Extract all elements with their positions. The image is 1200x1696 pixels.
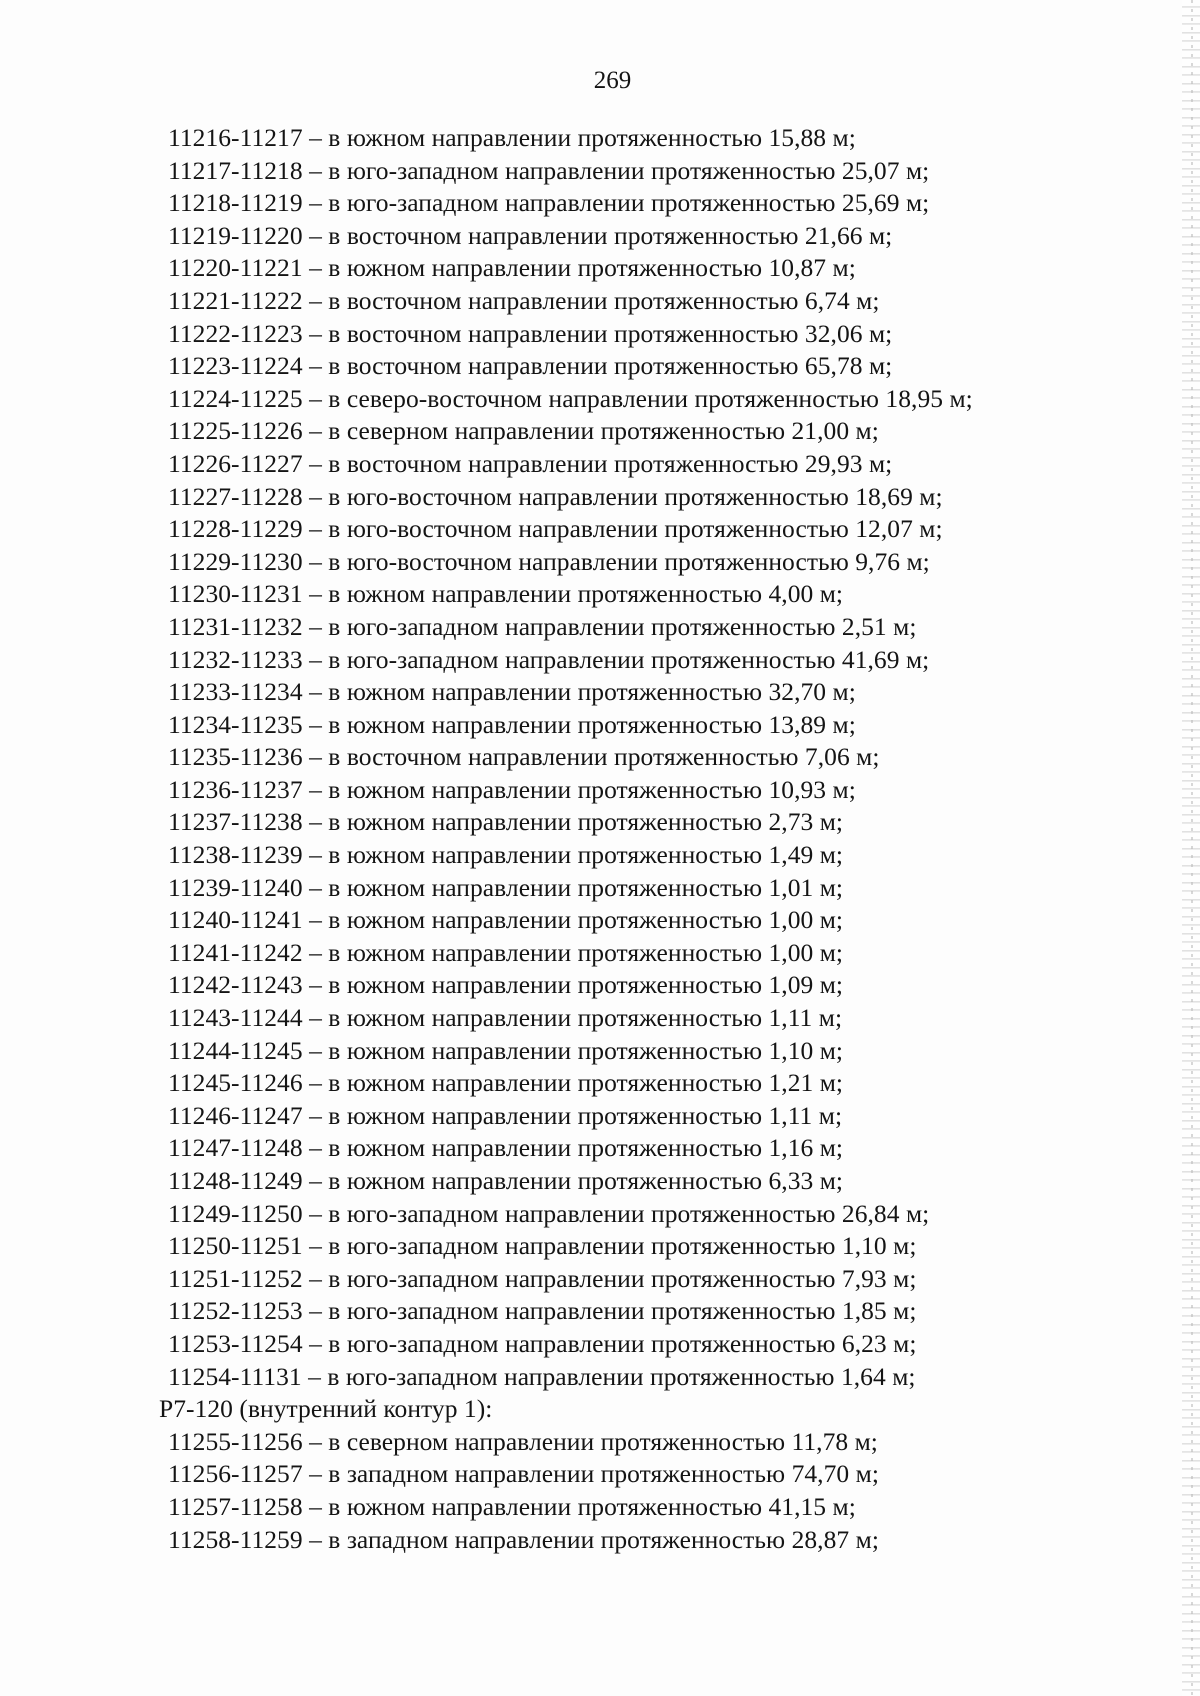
segment-line: 11247-11248 – в южном направлении протяженностью 1,16 м; xyxy=(168,1133,844,1163)
segment-line: 11257-11258 – в южном направлении протяженностью 41,15 м; xyxy=(168,1491,856,1521)
segment-line: 11246-11247 – в южном направлении протяженностью 1,11 м; xyxy=(168,1100,843,1130)
segment-line: 11232-11233 – в юго-западном направлении протяженностью 41,69 м; xyxy=(168,644,930,674)
segment-line: 11245-11246 – в южном направлении протяженностью 1,21 м; xyxy=(168,1068,844,1098)
segment-line: 11224-11225 – в северо-восточном направлении протяженностью 18,95 м; xyxy=(168,383,973,413)
segment-line: 11240-11241 – в южном направлении протяженностью 1,00 м; xyxy=(168,905,844,935)
segment-line: 11242-11243 – в южном направлении протяженностью 1,09 м; xyxy=(168,970,844,1000)
segment-line: 11244-11245 – в южном направлении протяженностью 1,10 м; xyxy=(168,1035,844,1065)
segment-line: 11219-11220 – в восточном направлении протяженностью 21,66 м; xyxy=(168,220,893,250)
segment-line: 11235-11236 – в восточном направлении протяженностью 7,06 м; xyxy=(168,742,880,772)
segment-list xyxy=(159,122,1098,1556)
segment-line: 11239-11240 – в южном направлении протяженностью 1,01 м; xyxy=(168,872,844,902)
segment-line: 11227-11228 – в юго-восточном направлении протяженностью 18,69 м; xyxy=(168,481,943,511)
segment-line: 11236-11237 – в южном направлении протяженностью 10,93 м; xyxy=(168,774,856,804)
segment-line: 11216-11217 – в южном направлении протяженностью 15,88 м; xyxy=(168,123,856,152)
segment-line: 11234-11235 – в южном направлении протяженностью 13,89 м; xyxy=(168,709,856,739)
segment-line: 11221-11222 – в восточном направлении протяженностью 6,74 м; xyxy=(168,285,880,315)
segment-line: 11233-11234 – в южном направлении протяженностью 32,70 м; xyxy=(168,677,856,707)
segment-line: 11230-11231 – в южном направлении протяженностью 4,00 м; xyxy=(168,579,844,609)
segment-line: 11253-11254 – в юго-западном направлении протяженностью 6,23 м; xyxy=(168,1328,917,1358)
segment-line: 11218-11219 – в юго-западном направлении протяженностью 25,69 м; xyxy=(168,188,930,218)
segment-line: 11255-11256 – в северном направлении протяженностью 11,78 м; xyxy=(168,1426,878,1456)
segment-line: 11251-11252 – в юго-западном направлении протяженностью 7,93 м; xyxy=(168,1263,917,1293)
segment-line: 11237-11238 – в южном направлении протяженностью 2,73 м; xyxy=(168,807,844,837)
segment-line: 11256-11257 – в западном направлении протяженностью 74,70 м; xyxy=(168,1459,879,1489)
segment-line: 11238-11239 – в южном направлении протяженностью 1,49 м; xyxy=(168,840,844,870)
segment-line: 11249-11250 – в юго-западном направлении протяженностью 26,84 м; xyxy=(168,1198,930,1228)
segment-line: 11220-11221 – в южном направлении протяженностью 10,87 м; xyxy=(168,253,856,283)
segment-line: 11225-11226 – в северном направлении протяженностью 21,00 м; xyxy=(168,416,879,446)
segment-line: 11252-11253 – в юго-западном направлении протяженностью 1,85 м; xyxy=(168,1296,917,1326)
page-number: 269 xyxy=(593,67,632,94)
segment-line: 11258-11259 – в западном направлении протяженностью 28,87 м; xyxy=(168,1524,879,1554)
segment-line: 11250-11251 – в юго-западном направлении протяженностью 1,10 м; xyxy=(168,1231,917,1261)
segment-line: 11226-11227 – в восточном направлении протяженностью 29,93 м; xyxy=(168,448,893,478)
segment-line: 11241-11242 – в южном направлении протяженностью 1,00 м; xyxy=(168,937,844,967)
segment-line: 11222-11223 – в восточном направлении протяженностью 32,06 м; xyxy=(168,318,893,348)
segment-line: 11243-11244 – в южном направлении протяженностью 1,11 м; xyxy=(168,1003,843,1033)
segment-line: 11217-11218 – в юго-западном направлении протяженностью 25,07 м; xyxy=(168,155,930,185)
segment-line: 11231-11232 – в юго-западном направлении протяженностью 2,51 м; xyxy=(168,611,917,641)
segment-line: 11228-11229 – в юго-восточном направлении протяженностью 12,07 м; xyxy=(168,514,943,544)
segment-line: 11229-11230 – в юго-восточном направлении протяженностью 9,76 м; xyxy=(168,546,930,576)
segment-line: 11248-11249 – в южном направлении протяженностью 6,33 м; xyxy=(168,1166,844,1195)
segment-line: 11223-11224 – в восточном направлении протяженностью 65,78 м; xyxy=(168,351,893,381)
scan-edge-dashes xyxy=(1191,0,1193,1696)
segment-line: 11254-11131 – в юго-западном направлении протяженностью 1,64 м; xyxy=(168,1361,916,1391)
contour-heading: Р7-120 (внутренний контур 1): xyxy=(159,1394,493,1424)
